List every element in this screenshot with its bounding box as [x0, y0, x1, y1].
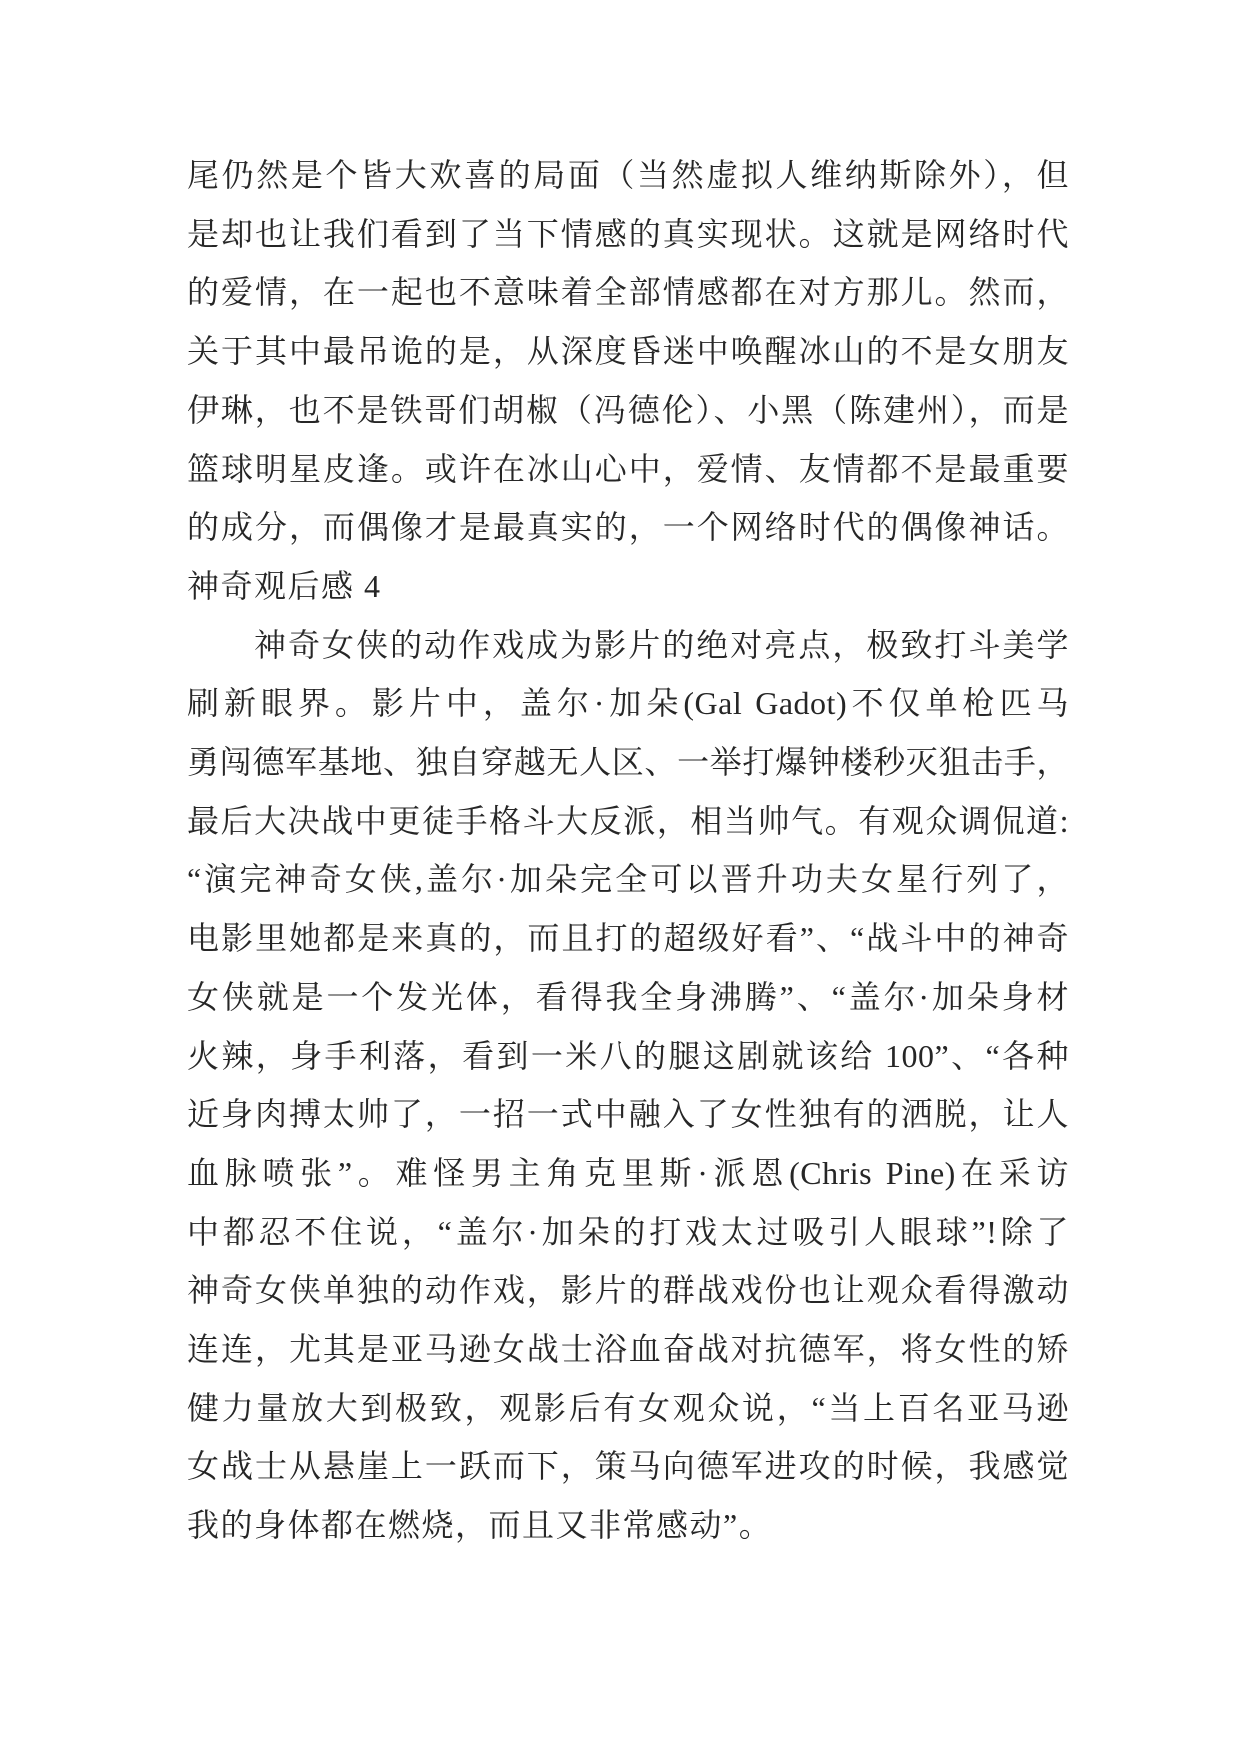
- text-line: 关于其中最吊诡的是，从深度昏迷中唤醒冰山的不是女朋友: [187, 333, 1069, 370]
- text-line: 刷新眼界。影片中，盖尔·加朵(Gal Gadot)不仅单枪匹马: [187, 685, 1069, 722]
- text-line: 是却也让我们看到了当下情感的真实现状。这就是网络时代: [187, 215, 1069, 252]
- text-line: 近身肉搏太帅了，一招一式中融入了女性独有的洒脱，让人: [187, 1096, 1069, 1133]
- text-line: 女侠就是一个发光体，看得我全身沸腾”、“盖尔·加朵身材: [187, 978, 1069, 1015]
- text-line: “演完神奇女侠,盖尔·加朵完全可以晋升功夫女星行列了，: [187, 861, 1069, 898]
- section-heading: 神奇观后感 4: [187, 567, 382, 604]
- text-line: 的成分，而偶像才是最真实的，一个网络时代的偶像神话。: [187, 509, 1069, 546]
- text-line: 神奇女侠单独的动作戏，影片的群战戏份也让观众看得激动: [187, 1272, 1069, 1309]
- text-line: 火辣，身手利落，看到一米八的腿这剧就该给 100”、“各种: [187, 1037, 1069, 1074]
- paragraph-first-line: 神奇女侠的动作戏成为影片的绝对亮点，极致打斗美学: [254, 626, 1069, 663]
- text-line: 血脉喷张”。难怪男主角克里斯·派恩(Chris Pine)在采访: [187, 1154, 1069, 1191]
- text-line: 篮球明星皮逢。或许在冰山心中，爱情、友情都不是最重要: [187, 450, 1069, 487]
- paragraph-last-line: 我的身体都在燃烧，而且又非常感动”。: [187, 1507, 773, 1544]
- text-line: 的爱情，在一起也不意味着全部情感都在对方那儿。然而，: [187, 274, 1069, 311]
- text-line: 连连，尤其是亚马逊女战士浴血奋战对抗德军，将女性的矫: [187, 1331, 1069, 1368]
- text-line: 伊琳，也不是铁哥们胡椒（冯德伦）、小黑（陈建州），而是: [187, 391, 1069, 428]
- text-line: 勇闯德军基地、独自穿越无人区、一举打爆钟楼秒灭狙击手，: [187, 744, 1069, 781]
- text-line: 最后大决战中更徒手格斗大反派，相当帅气。有观众调侃道:: [187, 802, 1069, 839]
- text-line: 中都忍不住说，“盖尔·加朵的打戏太过吸引人眼球”!除了: [187, 1213, 1069, 1250]
- text-line: 尾仍然是个皆大欢喜的局面（当然虚拟人维纳斯除外），但: [187, 157, 1069, 193]
- text-line: 女战士从悬崖上一跃而下，策马向德军进攻的时候，我感觉: [187, 1448, 1069, 1485]
- text-line: 电影里她都是来真的，而且打的超级好看”、“战斗中的神奇: [187, 920, 1069, 957]
- text-line: 健力量放大到极致，观影后有女观众说，“当上百名亚马逊: [187, 1389, 1069, 1426]
